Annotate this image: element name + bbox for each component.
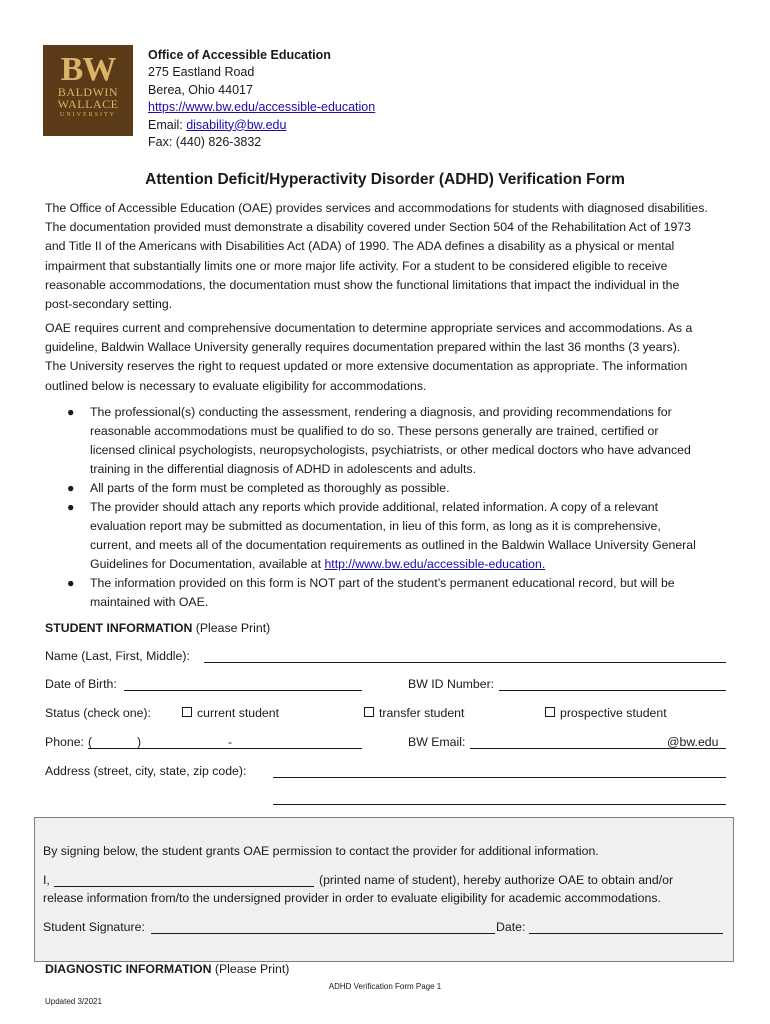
status-option-current[interactable] <box>182 706 279 720</box>
consent-box <box>34 817 734 962</box>
intro-paragraph-1 <box>45 199 735 314</box>
dob-field[interactable] <box>124 690 362 691</box>
bullet-icon: ● <box>67 500 75 514</box>
consent-release-text: release information from/to the undersigned provider in order to evaluate eligibility for academic accommodations. <box>43 891 661 905</box>
bwid-field[interactable] <box>499 690 726 691</box>
heading-note: (Please Print) <box>211 962 290 976</box>
bullet-icon: ● <box>67 481 75 495</box>
phone-dash: - <box>228 735 233 749</box>
bw-email-suffix: @bw.edu <box>667 735 719 749</box>
phone-field[interactable] <box>88 748 362 749</box>
email-label: Email: <box>148 117 187 132</box>
phone-label: Phone: <box>45 735 84 749</box>
intro-p1-line: and Title II of the Americans with Disabilities Act (ADA) of 1990. The ADA defines a disability as a physical or mental <box>45 239 675 254</box>
logo-mark: BW <box>60 51 116 88</box>
address-field-line-2[interactable] <box>273 804 726 805</box>
status-label: Status (check one): <box>45 706 151 720</box>
form-title: Attention Deficit/Hyperactivity Disorder (ADHD) Verification Form <box>145 171 625 188</box>
status-option-prospective[interactable] <box>545 706 667 720</box>
consent-authorize-text: (printed name of student), hereby authorize OAE to obtain and/or <box>319 873 674 887</box>
date-label: Date: <box>496 920 526 934</box>
intro-p2-line: The University reserves the right to request updated or more extensive documentation as appropriate. The information <box>45 359 688 374</box>
consent-statement: By signing below, the student grants OAE permission to contact the provider for additional information. <box>43 844 599 858</box>
option-label: prospective student <box>560 706 667 720</box>
status-option-transfer[interactable] <box>364 706 464 720</box>
page-footer: ADHD Verification Form Page 1 <box>328 982 442 991</box>
intro-p1-line: The Office of Accessible Education (OAE) provides services and accommodations for students with diagnosed disabilities. <box>45 201 708 215</box>
bullet-line <box>90 555 735 574</box>
bullet-icon: ● <box>67 405 75 419</box>
office-header <box>148 47 375 151</box>
bullet-line: current, and meets all of the documentation requirements as outlined in the Baldwin Wallace University General <box>90 538 696 552</box>
list-item <box>45 403 735 479</box>
intro-p2-line: outlined below is necessary to evaluate eligibility for accommodations. <box>45 378 427 393</box>
logo-line3: UNIVERSITY <box>60 112 116 118</box>
bullet-line: reasonable accommodations must be qualified to do so. These persons generally are trained, certified or <box>90 424 659 438</box>
list-item <box>45 479 735 498</box>
bullet-line: All parts of the form must be completed as thoroughly as possible. <box>90 481 450 495</box>
bullet-line: The provider should attach any reports which provide additional, related information. A copy of a relevant <box>90 500 659 514</box>
bullet-line: training in the differential diagnosis of ADHD in adolescents and adults. <box>90 462 476 476</box>
office-city: Berea, Ohio 44017 <box>148 82 253 97</box>
office-website-link[interactable]: https://www.bw.edu/accessible-education <box>148 100 376 115</box>
bullet-line: The information provided on this form is NOT part of the student’s permanent educational record, but will be <box>90 576 675 590</box>
intro-paragraph-2 <box>45 319 735 396</box>
dob-label: Date of Birth: <box>45 677 117 691</box>
bwid-label: BW ID Number: <box>408 677 495 691</box>
intro-p1-line: post-secondary setting. <box>45 297 173 312</box>
logo-line2: WALLACE <box>57 97 119 111</box>
address-label: Address (street, city, state, zip code): <box>45 764 247 778</box>
diagnostic-info-heading <box>45 962 289 976</box>
bullet-line: licensed clinical psychologists, neuropsychologists, psychiatrists, or other medical doctors who have advanced <box>90 443 691 457</box>
bullet-line: The professional(s) conducting the assessment, rendering a diagnosis, and providing recommendations for <box>90 405 672 419</box>
bw-email-label: BW Email: <box>408 735 466 749</box>
bullet-text: Guidelines for Documentation, available at <box>90 557 325 571</box>
intro-p2-line: guideline, Baldwin Wallace University generally requires documentation prepared within the last 36 months (3 years). <box>45 340 681 355</box>
checkbox-icon[interactable] <box>545 707 555 717</box>
option-label: transfer student <box>379 706 465 720</box>
phone-close-paren: ) <box>137 735 142 749</box>
list-item <box>45 498 735 574</box>
intro-p1-line: reasonable accommodations, the documentation must show the functional limitations that impact the individual in the <box>45 277 680 292</box>
checkbox-icon[interactable] <box>364 707 374 717</box>
requirements-list <box>45 403 735 612</box>
name-label: Name (Last, First, Middle): <box>45 649 190 663</box>
printed-name-field[interactable] <box>54 886 314 887</box>
checkbox-icon[interactable] <box>182 707 192 717</box>
consent-i-label: I, <box>43 873 50 887</box>
bullet-icon: ● <box>67 576 75 590</box>
intro-p2-line: OAE requires current and comprehensive documentation to determine appropriate services and accommodations. As a <box>45 321 693 335</box>
office-fax: Fax: (440) 826-3832 <box>148 135 262 150</box>
signature-label: Student Signature: <box>43 920 145 934</box>
list-item <box>45 574 735 612</box>
section-heading: DIAGNOSTIC INFORMATION <box>45 962 212 976</box>
office-email-link[interactable]: disability@bw.edu <box>186 117 287 132</box>
bw-logo <box>43 45 133 136</box>
date-field[interactable] <box>529 933 723 934</box>
logo-line1: BALDWIN <box>57 85 119 99</box>
signature-field[interactable] <box>151 933 495 934</box>
office-street: 275 Eastland Road <box>148 65 255 80</box>
bullet-line: maintained with OAE. <box>90 595 209 609</box>
option-label: current student <box>197 706 280 720</box>
student-info-heading <box>45 621 270 635</box>
address-field-line-1[interactable] <box>273 777 726 778</box>
office-name: Office of Accessible Education <box>148 48 331 62</box>
bullet-line: evaluation report may be submitted as documentation, in lieu of this form, as long as it is comprehensive, <box>90 519 661 533</box>
updated-note: Updated 3/2021 <box>45 997 102 1006</box>
heading-note: (Please Print) <box>192 621 271 635</box>
intro-p1-line: impairment that substantially limits one or more major life activity. For a student to be considered eligible to receive <box>45 258 668 273</box>
accessible-education-link[interactable]: http://www.bw.edu/accessible-education. <box>324 557 546 571</box>
intro-p1-line: The documentation provided must demonstrate a disability covered under Section 504 of the Rehabilitation Act of 1973 <box>45 220 691 235</box>
section-heading: STUDENT INFORMATION <box>45 621 193 635</box>
name-field[interactable] <box>204 662 726 663</box>
phone-open-paren: ( <box>88 735 93 749</box>
